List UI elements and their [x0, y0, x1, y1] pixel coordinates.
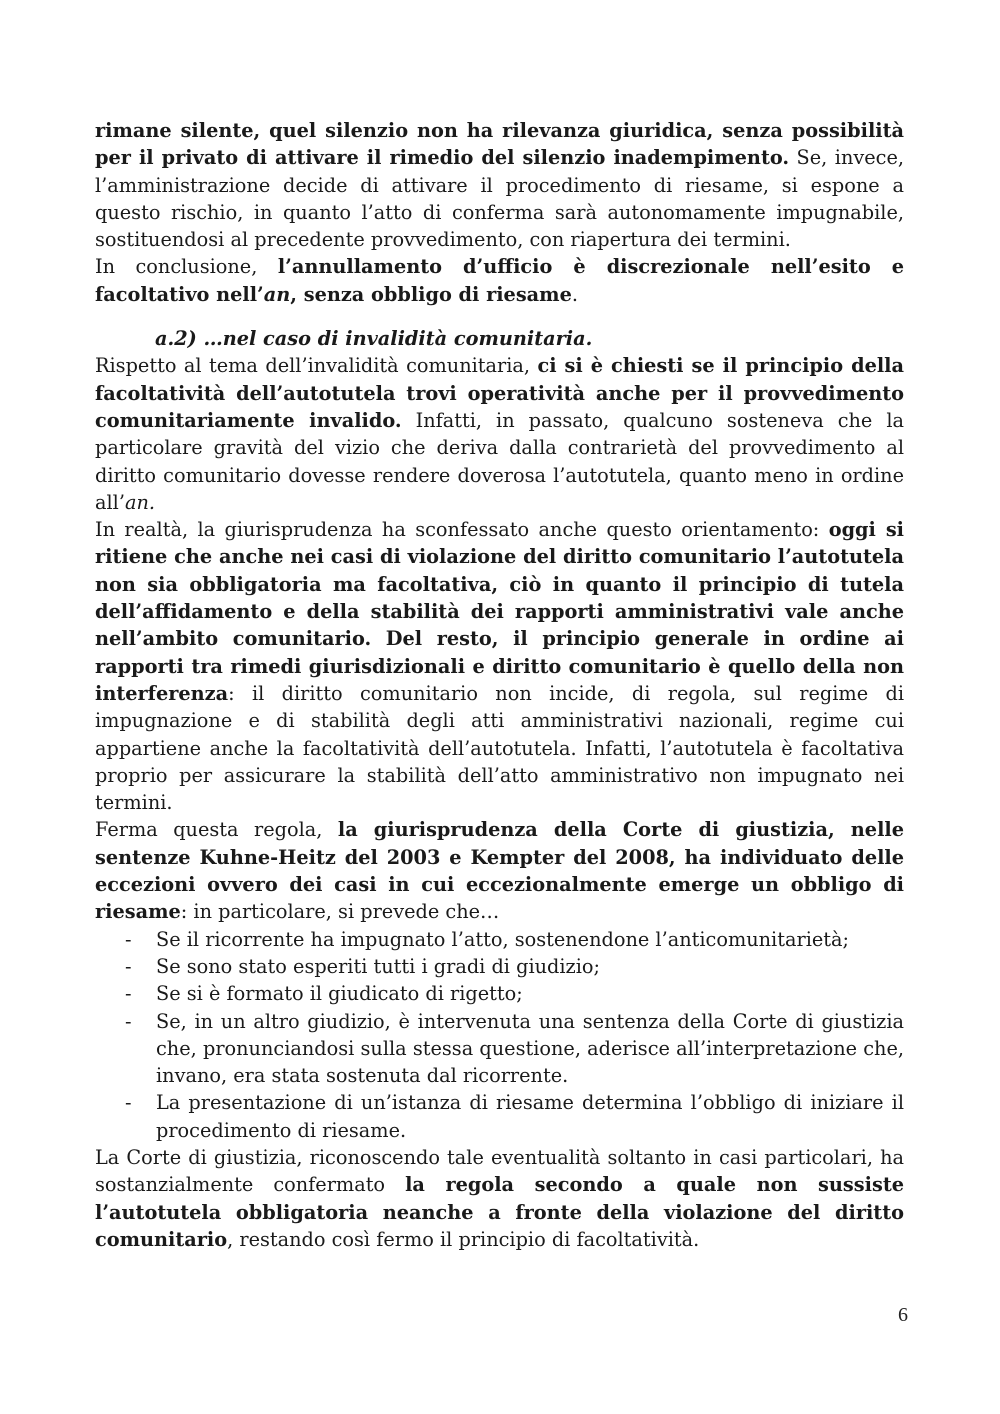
- paragraph-corte: [95, 1144, 904, 1253]
- italic-term: an: [263, 282, 291, 306]
- paragraph-ferma-regola: [95, 816, 904, 925]
- bullet-dash: -: [125, 927, 132, 951]
- bullet-dash: -: [125, 982, 132, 1006]
- bold-text: la giurisprudenza della Corte di giustizia, nelle sentenze Kuhne-Heitz del 2003 e Kempter del 2008, ha individuato delle eccezioni ovvero dei casi in cui eccezionalmente emerge un obbligo di riesame: [95, 818, 904, 924]
- list-item: - Se il ricorrente ha impugnato l’atto, sostenendone l’anticomunitarietà;: [95, 926, 904, 953]
- body-text: Se, invece, l’amministrazione decide di attivare il procedimento di riesame, si espone a questo rischio, in quanto l’atto di conferma sarà autonomamente impugnabile, sostituendosi al precedente provvedimento, con riapertura dei termini.: [95, 146, 905, 252]
- body-text: In conclusione,: [95, 255, 278, 279]
- body-text: Infatti, in passato, qualcuno sosteneva che la particolare gravità del vizio che deriva dalla contrarietà del provvedimento al diritto comunitario dovesse rendere doverosa l’autotutela, quanto meno in ordine all’: [95, 408, 904, 514]
- paragraph-conclusione: In conclusione, l’annullamento d’ufficio è discrezionale nell’esito e facoltativo nell’an, senza obbligo di riesame.: [95, 255, 904, 306]
- paragraph-silenzio: [95, 117, 904, 253]
- paragraph-invalidita: [95, 352, 904, 516]
- list-item: - La presentazione di un’istanza di riesame determina l’obbligo di iniziare il procedimento di riesame.: [125, 1091, 904, 1142]
- body-text: Rispetto al tema dell’invalidità comunitaria,: [95, 354, 538, 378]
- body-text: : il diritto comunitario non incide, di regola, sul regime di impugnazione e di stabilità degli atti amministrativi nazionali, regime cui appartiene anche la facoltatività dell’autotutela. Infatti, l’autotutela è facoltativa proprio per assicurare la stabilità dell’atto amministrativo non impugnato nei termini.: [95, 681, 904, 815]
- page-number: 6: [898, 1304, 908, 1326]
- bold-text: l’annullamento d’ufficio è discrezionale nell’esito e facoltativo nell’an, senza obbligo di riesame: [95, 255, 904, 306]
- body-text: , restando così fermo il principio di facoltatività.: [227, 1227, 700, 1251]
- list-item: - Se sono stato esperiti tutti i gradi di giudizio;: [95, 953, 904, 980]
- italic-term: an.: [124, 490, 156, 514]
- list-item: - Se, in un altro giudizio, è intervenuta una sentenza della Corte di giustizia che, pronunciandosi sulla stessa questione, aderisce all’interpretazione che, invano, era stata sostenuta dal ricorrente.: [125, 1009, 904, 1088]
- bullet-dash: -: [125, 1091, 132, 1115]
- bold-text: la regola secondo a quale non sussiste l’autotutela obbligatoria neanche a fronte della violazione del diritto comunitario: [95, 1173, 904, 1251]
- exceptions-list: [95, 926, 904, 1144]
- bullet-dash: -: [125, 1009, 132, 1033]
- bold-text: rimane silente, quel silenzio non ha rilevanza giuridica, senza possibilità per il privato di attivare il rimedio del silenzio inadempimento.: [95, 119, 904, 170]
- section-heading: a.2) …nel caso di invalidità comunitaria.: [155, 327, 593, 351]
- body-text: La Corte di giustizia, riconoscendo tale eventualità soltanto in casi particolari, ha sostanzialmente confermato: [95, 1145, 904, 1197]
- document-body: [95, 117, 904, 1253]
- list-item: - Se si è formato il giudicato di rigetto;: [95, 980, 904, 1007]
- bold-text: ci si è chiesti se il principio della facoltatività dell’autotutela trovi operatività anche per il provvedimento comunitariamente invalido.: [95, 354, 904, 432]
- body-text: Ferma questa regola,: [95, 818, 338, 842]
- bold-text: oggi si ritiene che anche nei casi di violazione del diritto comunitario l’autotutela non sia obbligatoria ma facoltativa, ciò in quanto il principio di tutela dell’affidamento e della stabilità dei rapporti amministrativi vale anche nell’ambito comunitario. Del resto, il principio generale in ordine ai rapporti tra rimedi giurisdizionali e diritto comunitario è quello della non interferenza: [95, 518, 905, 705]
- body-text: : in particolare, si prevede che…: [180, 900, 500, 924]
- bullet-dash: -: [125, 954, 132, 978]
- paragraph-realta: [95, 516, 904, 816]
- body-text: In realtà, la giurisprudenza ha sconfessato anche questo orientamento:: [95, 518, 829, 542]
